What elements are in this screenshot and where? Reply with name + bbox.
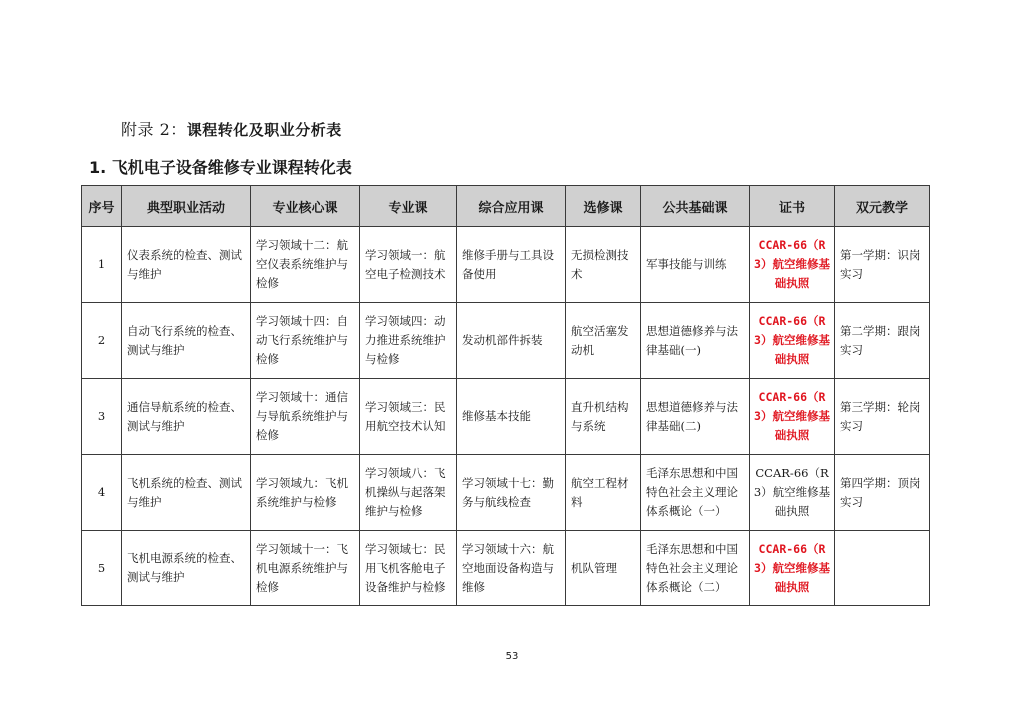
certificate-cell: [750, 455, 835, 531]
appendix-heading: [121, 117, 342, 140]
row-index: 3: [82, 379, 122, 455]
page-number: 53: [505, 651, 519, 662]
elective-course: 直升机结构与系统: [566, 379, 641, 455]
applied-course: 发动机部件拆装: [457, 303, 566, 379]
major-course: 学习领域七：民用飞机客舱电子设备维护与检修: [360, 531, 457, 606]
row-index: 4: [82, 455, 122, 531]
core-course: 学习领域十二：航空仪表系统维护与检修: [251, 227, 360, 303]
public-course: 毛泽东思想和中国特色社会主义理论体系概论（二）: [641, 531, 750, 606]
typical-activity: 飞机电源系统的检查、测试与维护: [122, 531, 251, 606]
certificate: CCAR-66（R3）航空维修基础执照: [754, 541, 830, 594]
row-index: 1: [82, 227, 122, 303]
public-course: 毛泽东思想和中国特色社会主义理论体系概论（一）: [641, 455, 750, 531]
typical-activity: 自动飞行系统的检查、测试与维护: [122, 303, 251, 379]
certificate: CCAR-66（R3）航空维修基础执照: [753, 466, 831, 518]
core-course: 学习领域九：飞机系统维护与检修: [251, 455, 360, 531]
dual-teaching: 第四学期：顶岗实习: [835, 455, 930, 531]
table-row: [82, 303, 930, 379]
elective-course: 航空工程材料: [566, 455, 641, 531]
table-row: [82, 455, 930, 531]
applied-course: 维修手册与工具设备使用: [457, 227, 566, 303]
certificate: CCAR-66（R3）航空维修基础执照: [754, 314, 830, 366]
typical-activity: 仪表系统的检查、测试与维护: [122, 227, 251, 303]
certificate: CCAR-66（R3）航空维修基础执照: [754, 238, 830, 290]
certificate-cell: [750, 227, 835, 303]
col-header-public-course: 公共基础课: [641, 186, 750, 227]
col-header-dual-teaching: 双元教学: [835, 186, 930, 227]
major-course: 学习领域一：航空电子检测技术: [360, 227, 457, 303]
major-course: 学习领域四：动力推进系统维护与检修: [360, 303, 457, 379]
elective-course: 无损检测技术: [566, 227, 641, 303]
col-header-major-course: 专业课: [360, 186, 457, 227]
table-row: [82, 227, 930, 303]
public-course: 思想道德修养与法律基础(一): [641, 303, 750, 379]
applied-course: 学习领域十六：航空地面设备构造与维修: [457, 531, 566, 606]
table-row: [82, 379, 930, 455]
col-header-applied-course: 综合应用课: [457, 186, 566, 227]
table-heading: 1. 飞机电子设备维修专业课程转化表: [89, 158, 352, 177]
col-header-index: 序号: [82, 186, 122, 227]
major-course: 学习领域三：民用航空技术认知: [360, 379, 457, 455]
col-header-elective: 选修课: [566, 186, 641, 227]
core-course: 学习领域十一：飞机电源系统维护与检修: [251, 531, 360, 606]
col-header-certificate: 证书: [750, 186, 835, 227]
row-index: 2: [82, 303, 122, 379]
elective-course: 机队管理: [566, 531, 641, 606]
applied-course: 学习领域十七：勤务与航线检查: [457, 455, 566, 531]
table-header-row: [82, 186, 930, 227]
dual-teaching: 第三学期：轮岗实习: [835, 379, 930, 455]
course-conversion-table: [81, 185, 930, 606]
typical-activity: 通信导航系统的检查、测试与维护: [122, 379, 251, 455]
col-header-core-course: 专业核心课: [251, 186, 360, 227]
certificate-cell: [750, 379, 835, 455]
col-header-activity: 典型职业活动: [122, 186, 251, 227]
certificate-cell: [750, 303, 835, 379]
dual-teaching: [835, 531, 930, 606]
applied-course: 维修基本技能: [457, 379, 566, 455]
certificate-cell: [750, 531, 835, 606]
table-row: [82, 531, 930, 606]
elective-course: 航空活塞发动机: [566, 303, 641, 379]
core-course: 学习领域十：通信与导航系统维护与检修: [251, 379, 360, 455]
appendix-prefix: 附录 2：: [121, 120, 187, 139]
public-course: 军事技能与训练: [641, 227, 750, 303]
major-course: 学习领域八：飞机操纵与起落架维护与检修: [360, 455, 457, 531]
row-index: 5: [82, 531, 122, 606]
typical-activity: 飞机系统的检查、测试与维护: [122, 455, 251, 531]
core-course: 学习领域十四：自动飞行系统维护与检修: [251, 303, 360, 379]
certificate: CCAR-66（R3）航空维修基础执照: [754, 390, 830, 442]
appendix-title: 课程转化及职业分析表: [186, 121, 342, 139]
dual-teaching: 第一学期：识岗实习: [835, 227, 930, 303]
public-course: 思想道德修养与法律基础(二): [641, 379, 750, 455]
dual-teaching: 第二学期：跟岗实习: [835, 303, 930, 379]
